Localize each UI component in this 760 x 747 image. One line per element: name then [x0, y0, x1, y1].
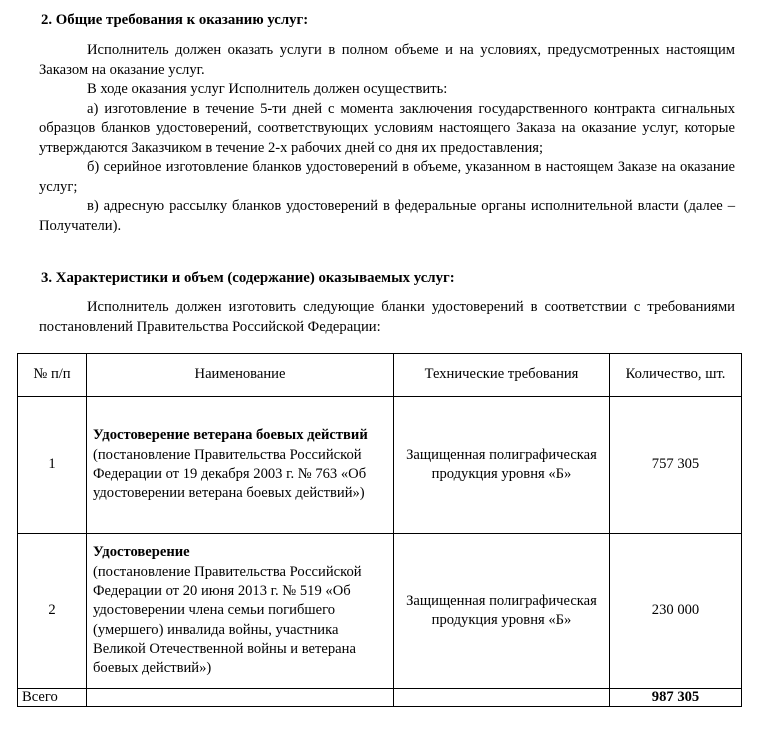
- paragraph: В ходе оказания услуг Исполнитель должен осуществить:: [87, 81, 448, 97]
- section-3-heading: 3. Характеристики и объем (содержание) оказываемых услуг:: [41, 270, 455, 286]
- header-quantity: Количество, шт.: [610, 354, 742, 397]
- paragraph: Исполнитель должен изготовить следующие бланки удостоверений в соответствии с требованиями постановлений Правительства Российской Федерации:: [39, 299, 735, 335]
- table-total-row: [18, 689, 742, 707]
- table-header-row: [18, 354, 742, 397]
- section-2-body: [39, 41, 735, 236]
- row-number: 2: [18, 534, 87, 689]
- row-requirements: Защищенная полиграфическая продукция уровня «Б»: [394, 534, 610, 689]
- header-number: № п/п: [18, 354, 87, 397]
- header-requirements: Технические требования: [394, 354, 610, 397]
- total-empty: [87, 689, 394, 707]
- paragraph: а) изготовление в течение 5-ти дней с момента заключения государственного контракта сигнальных образцов бланков удостоверений, соответствующих условиям настоящего Заказа на оказание услуг, которые утверждаются Заказчиком в течение 2-х рабочих дней со дня их предоставления;: [39, 100, 735, 156]
- services-table: [17, 353, 742, 707]
- row-description: (постановление Правительства Российской Федерации от 20 июня 2013 г. № 519 «Об удостоверении члена семьи погибшего (умершего) инвалида войны, участника Великой Отечественной войны и ветерана боевых действий»): [93, 563, 362, 677]
- section-3-body: [39, 298, 735, 337]
- table-row: [18, 397, 742, 534]
- row-name: [87, 534, 394, 689]
- paragraph: Исполнитель должен оказать услуги в полном объеме и на условиях, предусмотренных настоящим Заказом на оказание услуг.: [39, 42, 735, 78]
- row-number: 1: [18, 397, 87, 534]
- row-requirements: Защищенная полиграфическая продукция уровня «Б»: [394, 397, 610, 534]
- total-label: Всего: [18, 689, 87, 707]
- paragraph: в) адресную рассылку бланков удостоверений в федеральные органы исполнительной власти (далее – Получатели).: [39, 198, 735, 234]
- header-name: Наименование: [87, 354, 394, 397]
- row-description: (постановление Правительства Российской Федерации от 19 декабря 2003 г. № 763 «Об удостоверении ветерана боевых действий»): [93, 446, 367, 502]
- row-quantity: 230 000: [610, 534, 742, 689]
- section-2-heading: 2. Общие требования к оказанию услуг:: [41, 12, 309, 28]
- row-title: Удостоверение ветерана боевых действий: [93, 427, 368, 444]
- row-quantity: 757 305: [610, 397, 742, 534]
- total-value: 987 305: [610, 689, 742, 707]
- paragraph: б) серийное изготовление бланков удостоверений в объеме, указанном в настоящем Заказе на оказание услуг;: [39, 159, 735, 195]
- table-row: [18, 534, 742, 689]
- row-title: Удостоверение: [93, 544, 190, 561]
- total-empty: [394, 689, 610, 707]
- row-name: [87, 397, 394, 534]
